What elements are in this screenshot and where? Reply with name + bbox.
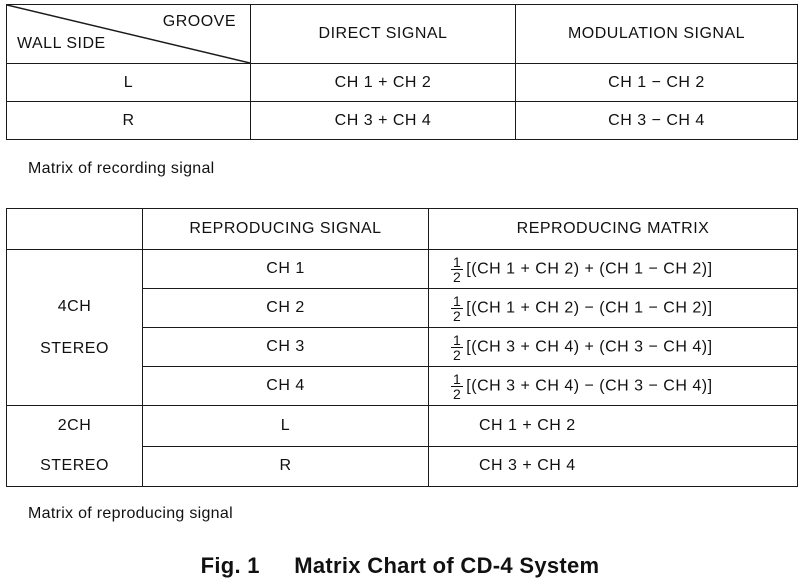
matrix-cell [429, 328, 798, 367]
reproducing-caption: Matrix of reproducing signal [28, 505, 233, 522]
figure-title [0, 553, 800, 579]
direct-cell: CH 1 + CH 2 [251, 64, 516, 102]
reproducing-matrix-header: REPRODUCING MATRIX [429, 209, 798, 250]
reproducing-matrix-table [6, 208, 798, 487]
table-row [7, 64, 798, 102]
figure-number: Fig. 1 [200, 553, 260, 578]
matrix-expression: [(CH 1 + CH 2) − (CH 1 − CH 2)] [466, 299, 713, 317]
matrix-cell: CH 3 + CH 4 [429, 446, 798, 487]
groove-label: GROOVE [162, 13, 236, 30]
group-line1: 4CH [57, 297, 92, 315]
signal-cell: CH 2 [143, 289, 429, 328]
table-header-row [7, 209, 798, 250]
table-row [7, 406, 798, 447]
signal-cell: R [143, 446, 429, 487]
recording-caption: Matrix of recording signal [28, 160, 215, 177]
reproducing-signal-header: REPRODUCING SIGNAL [143, 209, 429, 250]
modulation-signal-header: MODULATION SIGNAL [516, 5, 798, 64]
signal-cell: CH 4 [143, 367, 429, 406]
signal-cell: L [143, 406, 429, 447]
group-2ch-stereo [7, 406, 143, 487]
group-4ch-stereo [7, 250, 143, 406]
group-line2: STEREO [40, 457, 109, 474]
matrix-cell [429, 250, 798, 289]
matrix-cell [429, 367, 798, 406]
direct-cell: CH 3 + CH 4 [251, 102, 516, 140]
signal-cell: CH 3 [143, 328, 429, 367]
table-row [7, 102, 798, 140]
half-fraction: $\frac{1}{2}$ [453, 370, 462, 402]
matrix-expression: [(CH 3 + CH 4) − (CH 3 − CH 4)] [466, 377, 713, 395]
direct-signal-header: DIRECT SIGNAL [251, 5, 516, 64]
side-cell: L [7, 64, 251, 102]
matrix-expression: [(CH 1 + CH 2) + (CH 1 − CH 2)] [466, 260, 713, 278]
figure-title-text: Matrix Chart of CD-4 System [294, 553, 600, 578]
modulation-cell: CH 3 − CH 4 [516, 102, 798, 140]
blank-header-cell [7, 209, 143, 250]
matrix-expression: [(CH 3 + CH 4) + (CH 3 − CH 4)] [466, 338, 713, 356]
recording-matrix-table [6, 4, 798, 140]
half-fraction: $\frac{1}{2}$ [453, 331, 462, 363]
half-fraction: $\frac{1}{2}$ [453, 292, 462, 324]
table-row [7, 250, 798, 289]
signal-cell: CH 1 [143, 250, 429, 289]
diagonal-header-cell [7, 5, 251, 64]
group-line2: STEREO [40, 339, 109, 357]
matrix-cell [429, 289, 798, 328]
group-line1: 2CH [57, 417, 92, 434]
side-cell: R [7, 102, 251, 140]
modulation-cell: CH 1 − CH 2 [516, 64, 798, 102]
half-fraction: $\frac{1}{2}$ [453, 253, 462, 285]
wall-side-label: WALL SIDE [17, 35, 106, 52]
matrix-cell: CH 1 + CH 2 [429, 406, 798, 447]
table-header-row [7, 5, 798, 64]
